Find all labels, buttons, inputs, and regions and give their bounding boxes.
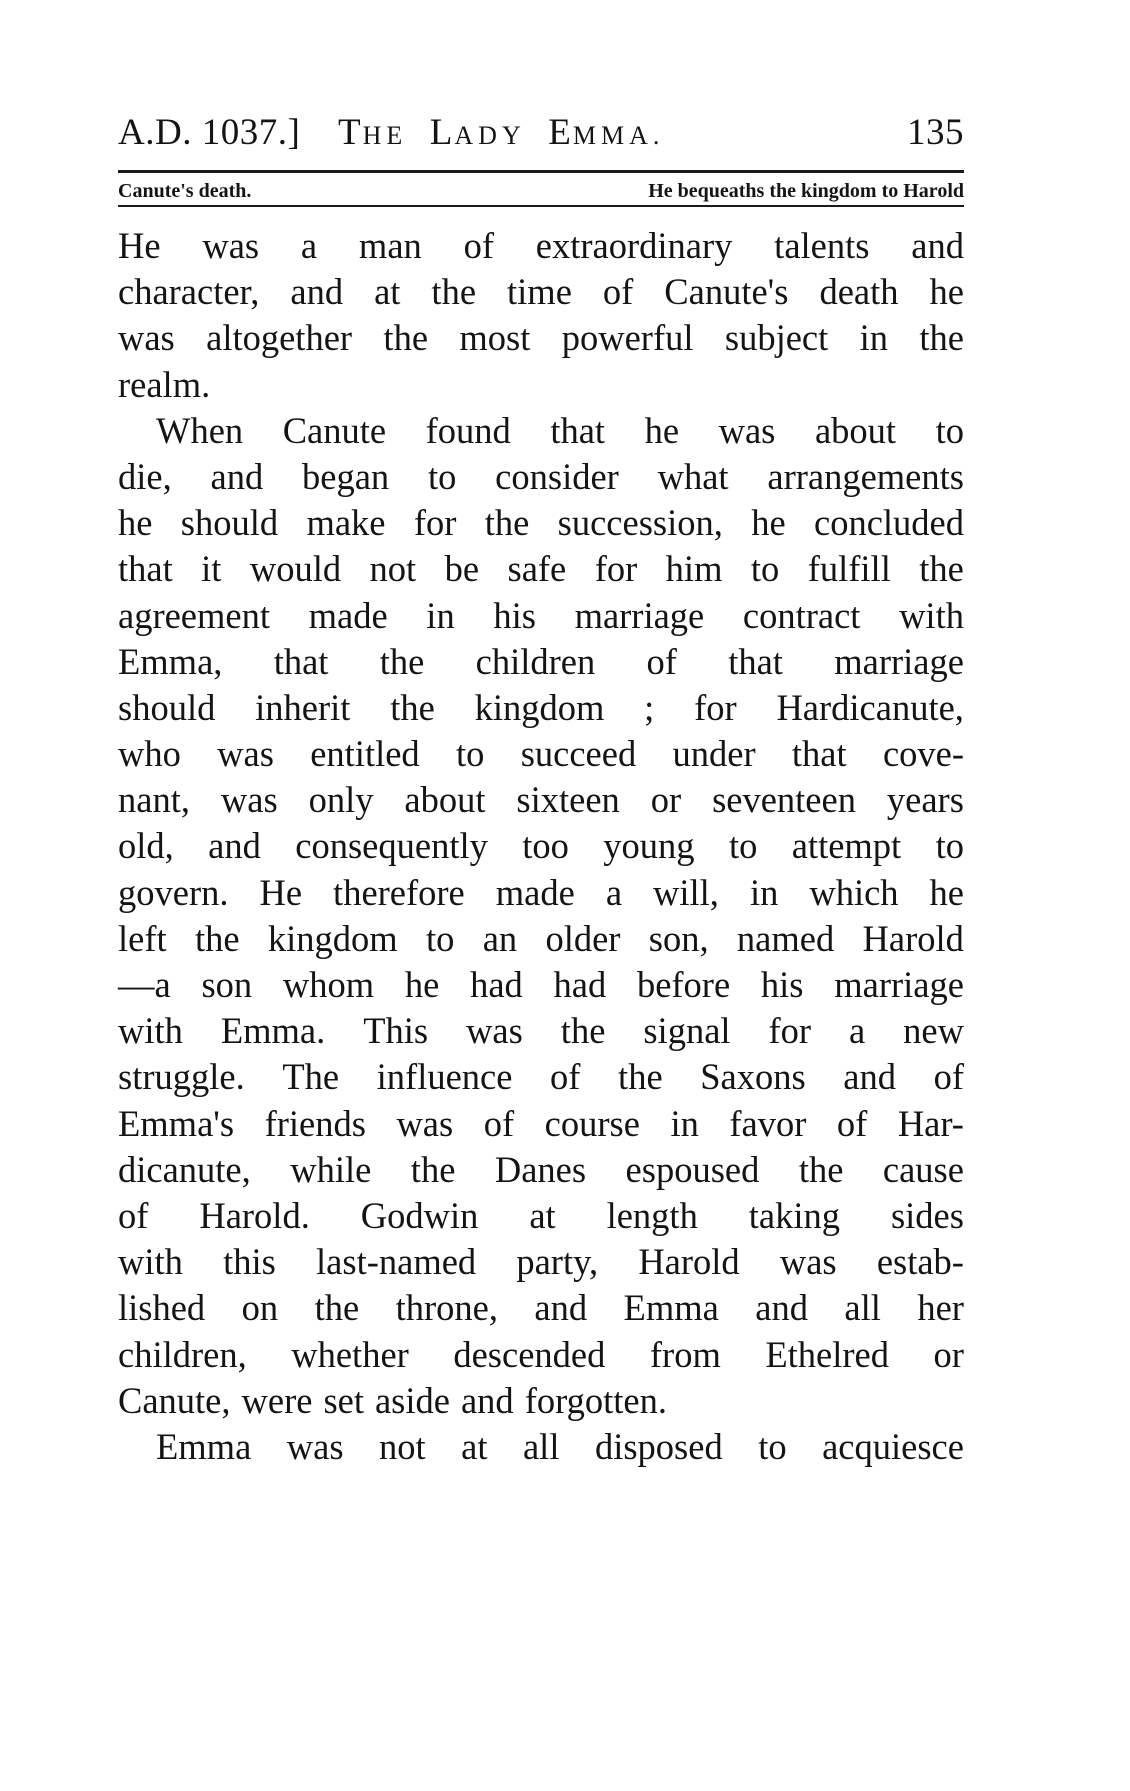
word: of (836, 1102, 868, 1144)
word: a (849, 1010, 866, 1052)
word: sides (890, 1194, 964, 1236)
word: of (550, 1056, 581, 1098)
word: that (550, 409, 606, 451)
word: Saxons (700, 1056, 806, 1098)
word: nant, (118, 779, 190, 821)
word: was (466, 1010, 523, 1052)
word: the (390, 686, 435, 728)
word: all (844, 1287, 881, 1329)
word: of (118, 1194, 149, 1236)
word: consider (495, 455, 619, 497)
word: and (460, 1379, 514, 1421)
text-line (118, 1054, 964, 1100)
word: will, (653, 871, 719, 913)
word: inherit (255, 686, 351, 728)
word: would (249, 548, 342, 590)
word: Ethelred (765, 1333, 890, 1375)
word: length (606, 1194, 698, 1236)
word: the (618, 1056, 663, 1098)
word: to (728, 825, 758, 867)
word: the (379, 640, 425, 682)
word: party, (516, 1241, 599, 1283)
word: new (903, 1010, 964, 1052)
word: Harold. (199, 1194, 310, 1236)
text-line (118, 362, 964, 408)
word: the (194, 917, 240, 959)
word: character, (118, 271, 260, 313)
word: should (118, 686, 216, 728)
text-line (118, 777, 964, 823)
word: extraordinary (535, 225, 733, 266)
word: on (241, 1287, 279, 1329)
word: Canute, (118, 1379, 231, 1421)
word: disposed (594, 1425, 723, 1467)
word: it (201, 548, 222, 590)
word: and (210, 455, 264, 497)
word: espoused (625, 1148, 760, 1190)
text-line (118, 962, 964, 1008)
word: made (495, 871, 575, 913)
word: Har- (897, 1102, 964, 1144)
word: had (553, 964, 607, 1005)
header-title (338, 110, 664, 159)
word: The (282, 1056, 340, 1098)
word: When (156, 409, 244, 451)
word: forgotten. (524, 1379, 667, 1421)
word: he (644, 409, 680, 451)
word: taking (748, 1194, 840, 1236)
word: the (314, 1287, 360, 1329)
word: struggle. (118, 1056, 245, 1098)
word: the (919, 317, 964, 359)
text-line (118, 1285, 964, 1331)
word: that (118, 548, 173, 590)
word: named (736, 917, 835, 959)
word: estab- (876, 1241, 964, 1283)
word: Danes (494, 1148, 587, 1190)
word: son (201, 964, 253, 1005)
word: acquiesce (822, 1425, 964, 1467)
word: was (118, 317, 175, 359)
word: of (602, 271, 634, 313)
word: set (323, 1379, 364, 1421)
book-page (118, 110, 964, 1470)
word: powerful (561, 317, 694, 359)
header-title-cap-3: E (548, 112, 573, 153)
word: that (273, 640, 329, 682)
word: to (750, 548, 780, 590)
word: altogether (206, 317, 353, 359)
word: safe (507, 548, 567, 590)
word: whom (282, 964, 375, 1005)
text-line (118, 1101, 964, 1147)
subheader-left: Canute's death. (118, 180, 252, 202)
word: Canute (282, 409, 387, 451)
text-line (118, 870, 964, 916)
word: and (208, 825, 261, 867)
text-line (118, 639, 964, 685)
text-line (118, 315, 964, 361)
word: cause (882, 1148, 964, 1190)
text-line (118, 1332, 964, 1378)
word: of (463, 225, 494, 266)
word: —a (118, 964, 171, 1005)
word: consequently (295, 825, 488, 867)
word: old, (118, 825, 174, 867)
text-line (118, 269, 964, 315)
running-head (118, 110, 964, 156)
word: all (522, 1425, 560, 1467)
word: that (728, 640, 783, 682)
word: the (560, 1010, 606, 1052)
word: man (358, 225, 422, 266)
word: Emma (156, 1425, 252, 1467)
word: this (223, 1241, 276, 1283)
word: to (935, 825, 964, 867)
word: the (410, 1148, 456, 1190)
word: were (241, 1379, 313, 1421)
word: kingdom (267, 917, 398, 959)
word: Hardicanute, (776, 686, 964, 728)
word: He (118, 225, 161, 266)
word: which (809, 871, 899, 913)
header-title-rest-2: ADY (454, 121, 526, 150)
word: for (413, 502, 457, 544)
word: entitled (310, 733, 420, 775)
word: Harold (862, 917, 964, 959)
word: or (933, 1333, 964, 1375)
text-line (118, 823, 964, 869)
word: him (665, 548, 723, 590)
word: of (483, 1102, 515, 1144)
text-line (118, 916, 964, 962)
word: succeed (520, 733, 637, 775)
word: he (118, 502, 153, 544)
word: therefore (333, 871, 465, 913)
word: realm. (118, 363, 211, 405)
word: to (935, 409, 964, 451)
word: he (929, 271, 964, 313)
word: left (118, 917, 167, 959)
word: made (308, 594, 388, 636)
word: the (383, 317, 429, 359)
word: the (919, 548, 964, 590)
word: whether (291, 1333, 409, 1375)
word: and (843, 1056, 896, 1098)
word: subject (724, 317, 829, 359)
word: marriage (574, 594, 705, 636)
word: years (886, 779, 964, 821)
word: govern. (118, 871, 229, 913)
word: Emma. (220, 1010, 326, 1052)
subheader (118, 173, 964, 205)
word: Emma's (118, 1102, 235, 1144)
word: Harold (638, 1241, 740, 1283)
word: for (694, 686, 737, 728)
word: older (545, 917, 621, 959)
word: in (859, 317, 889, 359)
word: that (791, 733, 847, 775)
word: Godwin (360, 1194, 479, 1236)
word: He (259, 871, 303, 913)
word: his (760, 964, 804, 1005)
text-line (118, 454, 964, 500)
word: of (646, 640, 677, 682)
word: last-named (316, 1241, 477, 1283)
word: who (118, 733, 181, 775)
word: was (779, 1241, 837, 1283)
word: to (425, 917, 455, 959)
word: and (290, 271, 344, 313)
word: her (917, 1287, 964, 1329)
header-date: A.D. 1037.] (118, 112, 301, 153)
word: to (455, 733, 485, 775)
word: his (493, 594, 536, 636)
word: Canute's (664, 271, 789, 313)
word: make (306, 502, 386, 544)
word: with (118, 1010, 183, 1052)
word: contract (742, 594, 861, 636)
word: children, (118, 1333, 247, 1375)
word: began (302, 455, 390, 497)
word: fulfill (807, 548, 891, 590)
word: only (308, 779, 374, 821)
header-title-cap-2: L (429, 112, 455, 153)
word: at (374, 271, 401, 313)
word: before (636, 964, 731, 1005)
word: with (899, 594, 964, 636)
word: was (220, 779, 278, 821)
word: friends (264, 1102, 366, 1144)
word: young (603, 825, 695, 867)
word: at (461, 1425, 488, 1467)
word: talents (774, 225, 870, 266)
text-line (118, 1193, 964, 1239)
word: with (118, 1241, 183, 1283)
word: to (758, 1425, 787, 1467)
word: he (929, 871, 964, 913)
text-line (118, 1008, 964, 1054)
word: to (427, 455, 457, 497)
word: not (379, 1425, 426, 1467)
word: course (544, 1102, 640, 1144)
word: throne, (395, 1287, 498, 1329)
word: was (217, 733, 274, 775)
word: dicanute, (118, 1148, 251, 1190)
word: he (751, 502, 786, 544)
text-line (118, 1424, 964, 1470)
word: death (819, 271, 899, 313)
word: found (425, 409, 511, 451)
text-line (118, 500, 964, 546)
header-title-rest-1: HE (362, 121, 408, 150)
word: lished (118, 1287, 206, 1329)
word: what (657, 455, 729, 497)
word: succession, (557, 502, 723, 544)
word: son, (648, 917, 709, 959)
word: was (202, 225, 260, 266)
text-line (118, 1147, 964, 1193)
word: the (798, 1148, 844, 1190)
word: was (396, 1102, 454, 1144)
text-line (118, 1378, 964, 1424)
word: he (404, 964, 440, 1005)
word: too (522, 825, 569, 867)
word: This (363, 1010, 429, 1052)
word: signal (643, 1010, 731, 1052)
body-text (118, 223, 964, 1470)
word: cove- (882, 733, 964, 775)
word: not (369, 548, 417, 590)
word: the (484, 502, 530, 544)
word: marriage (834, 640, 964, 682)
word: children (475, 640, 596, 682)
text-line (118, 546, 964, 592)
word: about (814, 409, 897, 451)
word: die, (118, 455, 172, 497)
word: at (529, 1194, 556, 1236)
word: concluded (814, 502, 964, 544)
word: or (650, 779, 682, 821)
word: Emma (623, 1287, 719, 1329)
word: and (534, 1287, 588, 1329)
word: in (426, 594, 455, 636)
word: of (933, 1056, 964, 1098)
text-line (118, 685, 964, 731)
text-line (118, 223, 964, 269)
word: attempt (791, 825, 902, 867)
text-line (118, 408, 964, 454)
word: influence (376, 1056, 513, 1098)
word: the (431, 271, 477, 313)
word: under (672, 733, 756, 775)
word: while (290, 1148, 372, 1190)
word: ; (644, 686, 655, 728)
word: had (470, 964, 523, 1005)
word: an (482, 917, 518, 959)
word: seventeen (712, 779, 856, 821)
word: a (300, 225, 318, 266)
word: a (605, 871, 623, 913)
word: should (180, 502, 279, 544)
word: agreement (118, 594, 270, 636)
text-line (118, 1239, 964, 1285)
word: Emma, (118, 640, 223, 682)
word: for (594, 548, 638, 590)
word: was (718, 409, 776, 451)
word: about (404, 779, 486, 821)
page-number: 135 (907, 112, 964, 153)
word: kingdom (474, 686, 605, 728)
word: in (749, 871, 779, 913)
word: most (459, 317, 531, 359)
header-title-rest-3: MMA. (572, 121, 665, 150)
word: from (649, 1333, 721, 1375)
word: descended (453, 1333, 606, 1375)
word: sixteen (516, 779, 620, 821)
word: arrangements (767, 455, 964, 497)
header-title-cap-1: T (338, 112, 363, 153)
text-line (118, 731, 964, 777)
word: was (286, 1425, 344, 1467)
word: marriage (834, 964, 964, 1005)
word: for (768, 1010, 812, 1052)
word: time (507, 271, 572, 313)
subheader-right: He bequeaths the kingdom to Harold (648, 180, 964, 202)
word: be (444, 548, 480, 590)
word: and (755, 1287, 808, 1329)
text-line (118, 593, 964, 639)
word: favor (729, 1102, 807, 1144)
word: aside (374, 1379, 450, 1421)
word: in (670, 1102, 699, 1144)
word: and (911, 225, 964, 266)
